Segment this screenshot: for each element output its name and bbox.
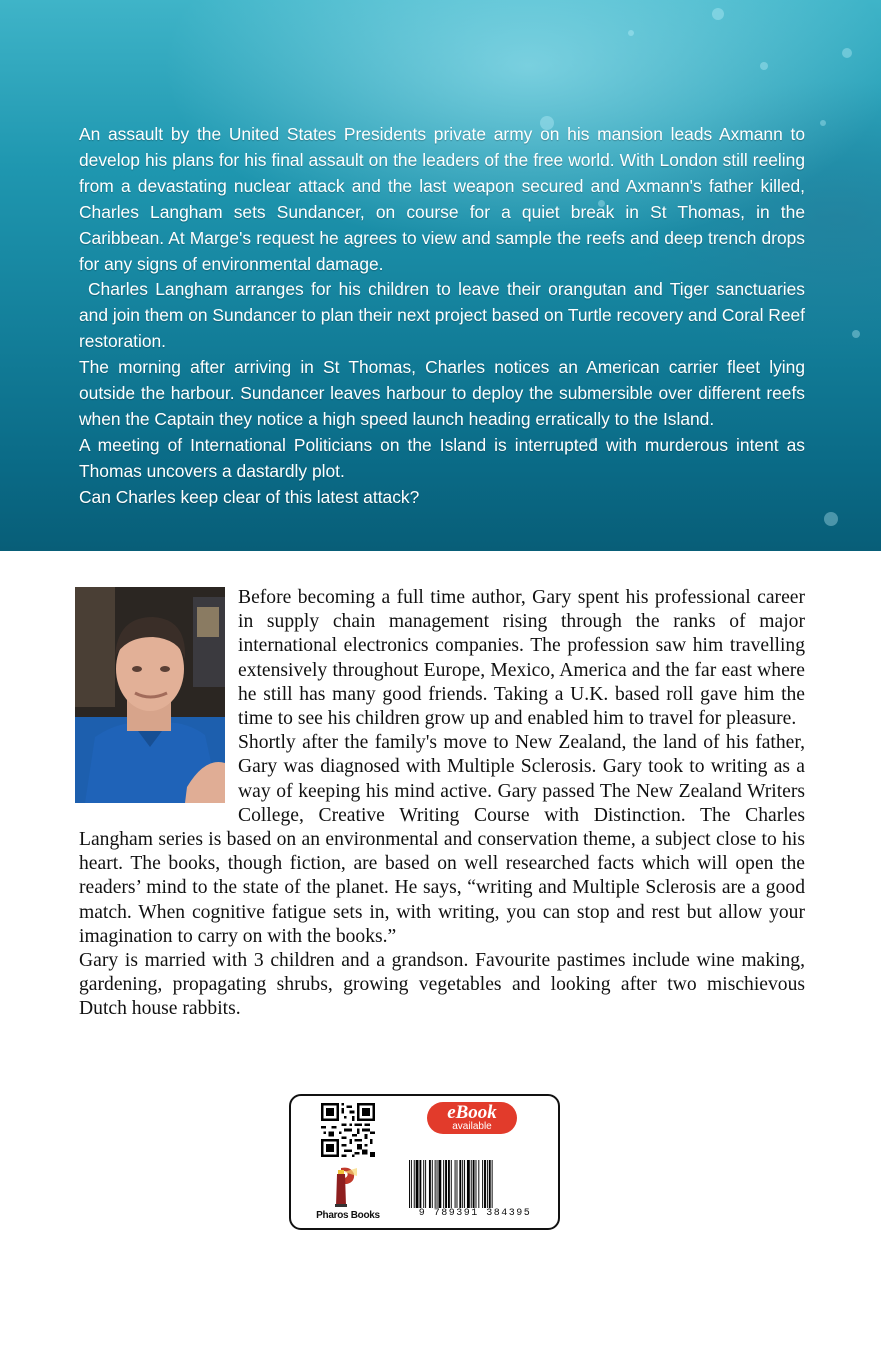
blurb-paragraph: An assault by the United States Presidents private army on his mansion leads Axmann to develop his plans for his final assault on the leaders of the free world. With London still reeling from a devastating nuclear attack and the last weapon secured and Axmann's father killed, Charles Langham sets Sundancer, on course for a quiet break in St Thomas, in the Caribbean. At Marge's request he agrees to view and sample the reefs and deep trench drops for any signs of environmental damage. [79,124,805,274]
author-bio [79,586,805,1022]
blurb-paragraph: Can Charles keep clear of this latest attack? [79,486,420,507]
qr-code-icon[interactable] [321,1103,375,1157]
isbn-barcode [407,1160,547,1208]
blurb-text [79,122,805,511]
ebook-sub-label: available [452,1121,492,1132]
ebook-label: eBook [447,1102,497,1123]
bio-paragraph: Before becoming a full time author, Gary spent his professional career in supply chain management rising through the ranks of major international electronics companies. The profession saw him travelling extensively throughout Europe, Mexico, America and the far east where he still has many good friends. Taking a U.K. based roll gave him the time to see his children grow up and enabled him to travel for pleasure. [238,587,805,730]
publisher-name: Pharos Books [316,1210,380,1221]
blurb-background [0,0,881,551]
pharos-lighthouse-icon [321,1164,361,1208]
blurb-paragraph: The morning after arriving in St Thomas, Charles notices an American carrier fleet lying outside the harbour. Sundancer leaves harbour to deploy the submersible over different reefs when the Captain they notice a high speed launch heading erratically to the Island. [79,357,805,429]
blurb-paragraph: A meeting of International Politicians on the Island is interrupted with murderous intent as Thomas uncovers a dastardly plot. [79,434,805,481]
bio-paragraph: Gary is married with 3 children and a grandson. Favourite pastimes include wine making, gardening, propagating shrubs, growing vegetables and looking after two mischievous Dutch house rabbits. [79,950,805,1020]
blurb-paragraph: Charles Langham arranges for his children to leave their orangutan and Tiger sanctuaries and join them on Sundancer to plan their next project based on Turtle recovery and Coral Reef restoration. [79,279,806,352]
isbn-digits: 9 789391 384395 [418,1208,532,1219]
barcode-box [289,1094,560,1230]
ebook-available-badge [427,1102,517,1134]
bio-paragraph: Shortly after the family's move to New Zealand, the land of his father, Gary was diagnosed with Multiple Sclerosis. Gary took to writing as a way of keeping his mind active. Gary passed The New Zealand Writers College, Creative Writing Course with Distinction. The Charles Langham series is based on an environmental and conservation theme, a subject close to his heart. The books, though fiction, are based on well researched facts which will open the readers’ mind to the state of the planet. He says, “writing and Multiple Sclerosis are a good match. When cognitive fatigue sets in, with writing, you can stop and rest but allow your imagination to carry on with the books.” [79,732,805,947]
photo-spacer [79,586,238,812]
